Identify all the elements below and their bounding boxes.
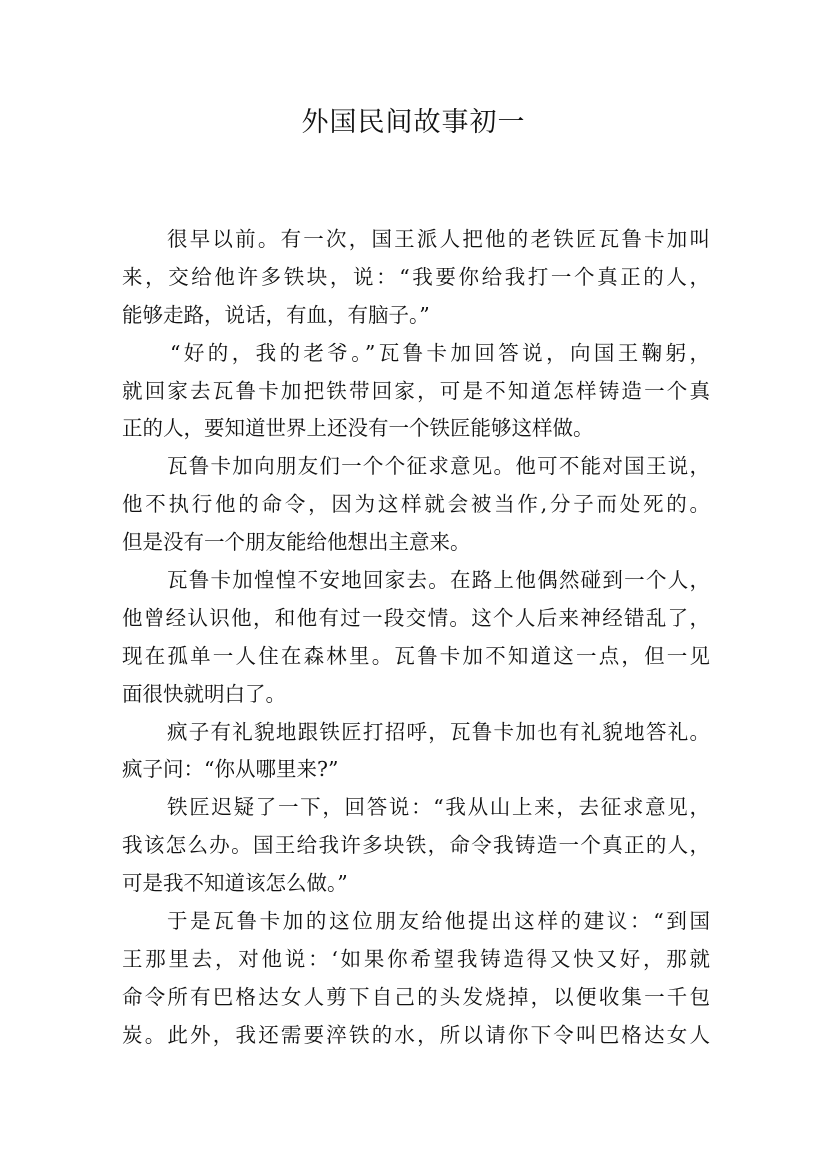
text-line: 但是没有一个朋友能给他想出主意来。	[122, 530, 471, 555]
text-line: 命令所有巴格达女人剪下自己的头发烧掉，以便收集一千包	[122, 984, 710, 1009]
text-line: 他不执行他的命令，因为这样就会被当作,分子而处死的。	[122, 492, 710, 517]
text-line: 于是瓦鲁卡加的这位朋友给他提出这样的建议：“到国	[167, 909, 710, 934]
document-title: 外国民间故事初一	[301, 107, 526, 138]
text-line: 面很快就明白了。	[122, 681, 286, 706]
text-line: 很早以前。有一次，国王派人把他的老铁匠瓦鲁卡加叫	[167, 227, 710, 251]
text-line: 我该怎么办。国王给我许多块铁，命令我铸造一个真正的人，	[122, 833, 710, 858]
text-line: 就回家去瓦鲁卡加把铁带回家，可是不知道怎样铸造一个真	[122, 378, 710, 403]
text-line: 他曾经认识他，和他有过一段交情。这个人后来神经错乱了，	[122, 605, 710, 630]
text-line: 现在孤单一人住在森林里。瓦鲁卡加不知道这一点，但一见	[122, 643, 710, 668]
text-line: 来，交给他许多铁块，说：“我要你给我打一个真正的人，	[122, 264, 710, 289]
document-body	[122, 221, 710, 1055]
text-line: 瓦鲁卡加惶惶不安地回家去。在路上他偶然碰到一个人，	[167, 568, 710, 593]
text-line: 可是我不知道该怎么做。”	[122, 871, 348, 896]
text-line: “好的，我的老爷。”瓦鲁卡加回答说，向国王鞠躬，	[170, 340, 710, 365]
text-line: 疯子有礼貌地跟铁匠打招呼，瓦鲁卡加也有礼貌地答礼。	[167, 719, 710, 744]
text-line: 疯子问：“你从哪里来?”	[122, 757, 339, 782]
text-line: 铁匠迟疑了一下，回答说：“我从山上来，去征求意见，	[167, 795, 710, 820]
text-line: 炭。此外，我还需要淬铁的水，所以请你下令叫巴格达女人	[122, 1022, 710, 1047]
text-line: 正的人，要知道世界上还没有一个铁匠能够这样做。	[122, 416, 594, 441]
text-line: 瓦鲁卡加向朋友们一个个征求意见。他可不能对国王说，	[167, 454, 710, 479]
text-line: 王那里去，对他说：‘如果你希望我铸造得又快又好，那就	[122, 946, 710, 971]
text-line: 能够走路，说话，有血，有脑子。”	[122, 302, 430, 327]
